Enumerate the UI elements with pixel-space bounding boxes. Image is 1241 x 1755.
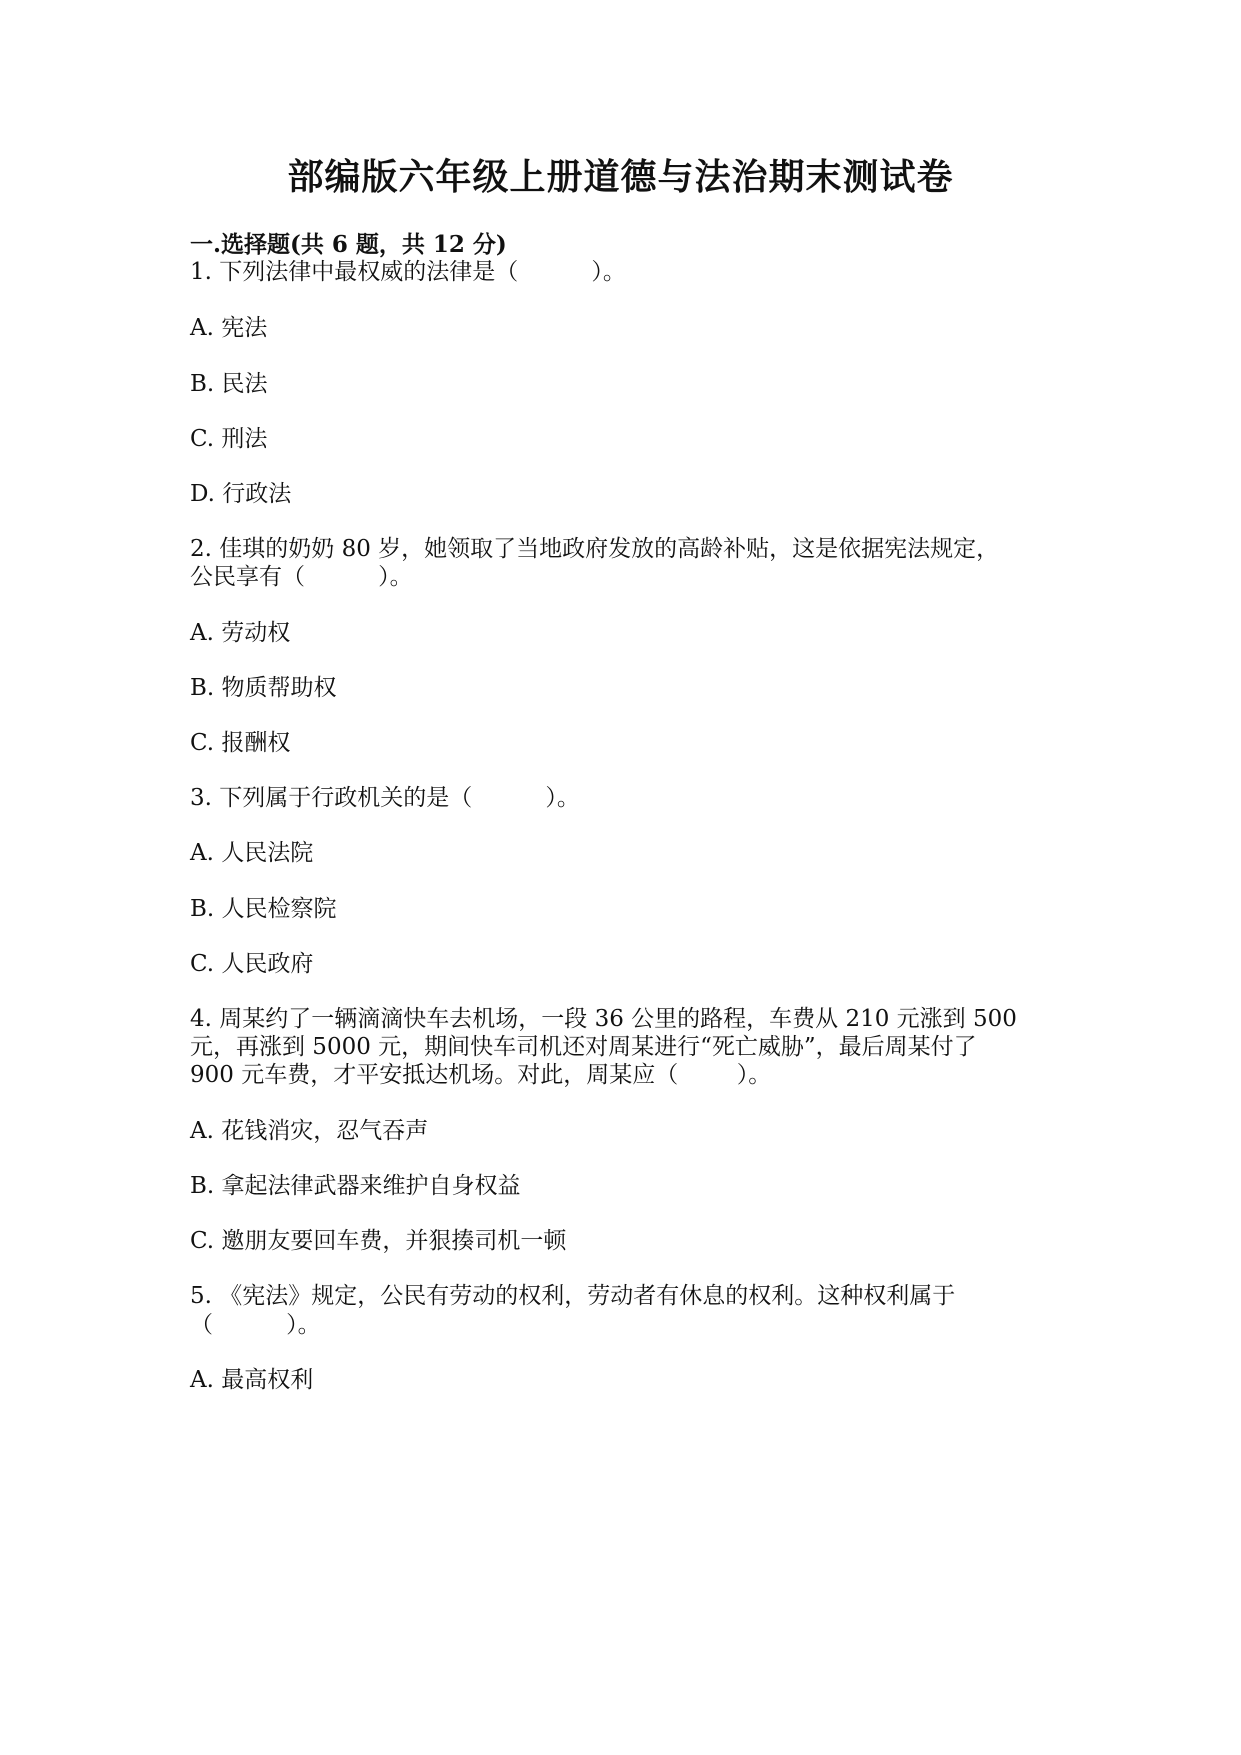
page-title: 部编版六年级上册道德与法治期末测试卷 [287, 156, 954, 198]
question-4-stem-line-3: 900 元车费，才平安抵达机场。对此，周某应（ ）。 [190, 1062, 772, 1088]
question-3-option-c: C. 人民政府 [190, 951, 314, 977]
question-4-stem-line-2: 元，再涨到 5000 元，期间快车司机还对周某进行“死亡威胁”，最后周某付了 [190, 1034, 977, 1060]
question-3-option-b: B. 人民检察院 [190, 896, 337, 922]
question-1-option-c: C. 刑法 [190, 426, 268, 452]
question-4-option-a: A. 花钱消灾，忍气吞声 [190, 1118, 429, 1144]
question-1-stem: 1. 下列法律中最权威的法律是（ ）。 [190, 259, 626, 285]
question-2-option-c: C. 报酬权 [190, 730, 291, 756]
question-4-option-c: C. 邀朋友要回车费，并狠揍司机一顿 [190, 1228, 567, 1254]
question-1-option-b: B. 民法 [190, 371, 268, 397]
section-heading: 一.选择题(共 6 题，共 12 分) [190, 231, 507, 258]
question-1-option-a: A. 宪法 [190, 315, 268, 341]
question-1-option-d: D. 行政法 [190, 481, 292, 507]
question-3-option-a: A. 人民法院 [190, 840, 314, 866]
question-4-stem-line-1: 4. 周某约了一辆滴滴快车去机场，一段 36 公里的路程，车费从 210 元涨到 500 [190, 1006, 1017, 1032]
question-5-stem-line-2: （ ）。 [190, 1312, 321, 1338]
question-4-option-b: B. 拿起法律武器来维护自身权益 [190, 1173, 521, 1199]
question-2-stem-line-1: 2. 佳琪的奶奶 80 岁，她领取了当地政府发放的高龄补贴，这是依据宪法规定， [190, 536, 1000, 562]
question-5-stem-line-1: 5. 《宪法》规定，公民有劳动的权利，劳动者有休息的权利。这种权利属于 [190, 1283, 956, 1309]
question-3-stem: 3. 下列属于行政机关的是（ ）。 [190, 785, 580, 811]
question-2-option-b: B. 物质帮助权 [190, 675, 337, 701]
question-2-option-a: A. 劳动权 [190, 620, 291, 646]
question-2-stem-line-2: 公民享有（ ）。 [190, 564, 413, 590]
question-5-option-a: A. 最高权利 [190, 1367, 314, 1393]
